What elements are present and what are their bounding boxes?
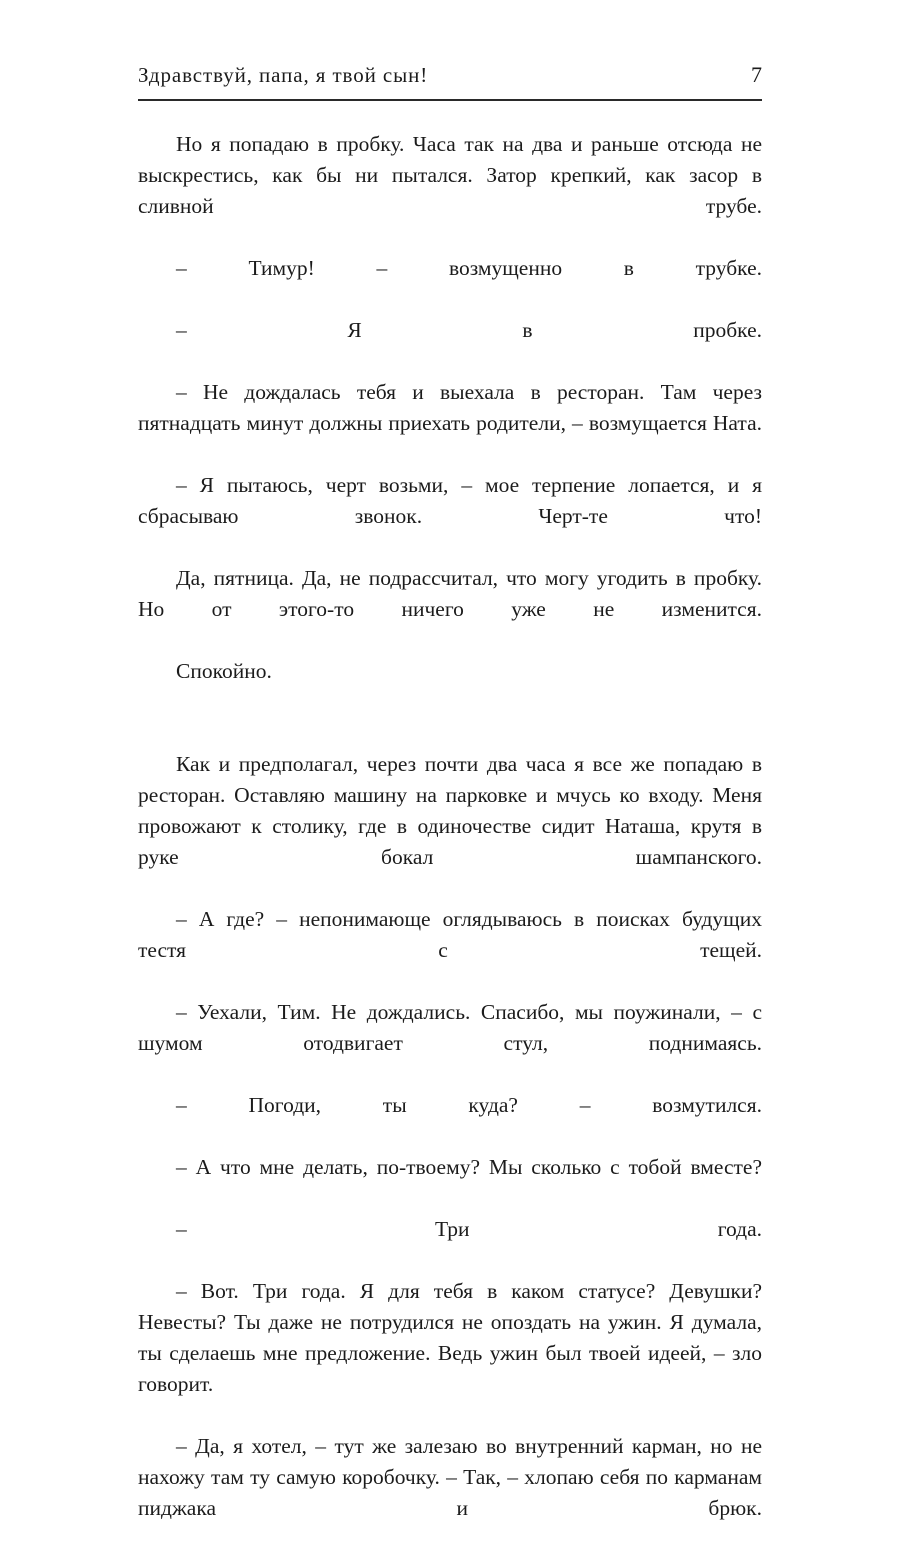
paragraph: – Уехали, Тим. Не дождались. Спасибо, мы поужинали, – с шумом отодвигает стул, поднимаясь. bbox=[138, 1000, 762, 1055]
paragraph: – А что мне делать, по-твоему? Мы сколько с тобой вместе? bbox=[176, 1155, 762, 1179]
body-text bbox=[138, 129, 762, 1555]
paragraph: – Вот. Три года. Я для тебя в каком статусе? Девушки? Невесты? Ты даже не потрудился не опоздать на ужин. Я думала, ты сделаешь мне предложение. Ведь ужин был твоей идеей, – зло говорит. bbox=[138, 1279, 762, 1396]
page-number: 7 bbox=[751, 62, 762, 87]
paragraph: – Я в пробке. bbox=[176, 318, 762, 342]
paragraph: – Не дождалась тебя и выехала в ресторан. Там через пятнадцать минут должны приехать родители, – возмущается Ната. bbox=[138, 380, 762, 435]
running-head-title: Здравствуй, папа, я твой сын! bbox=[138, 63, 429, 87]
paragraph: – Да, я хотел, – тут же залезаю во внутренний карман, но не нахожу там ту самую коробочку. – Так, – хлопаю себя по карманам пиджака и брюк. bbox=[138, 1434, 762, 1520]
running-head bbox=[138, 62, 762, 88]
paragraph: Как и предполагал, через почти два часа я все же попадаю в ресторан. Оставляю машину на парковке и мчусь ко входу. Меня провожают к столику, где в одиночестве сидит Наташа, крутя в руке бокал шампанского. bbox=[138, 752, 762, 869]
section-break bbox=[138, 718, 762, 749]
paragraph: – А где? – непонимающе оглядываюсь в поисках будущих тестя с тещей. bbox=[138, 907, 762, 962]
paragraph: Да, пятница. Да, не подрассчитал, что могу угодить в пробку. Но от этого-то ничего уже не изменится. bbox=[138, 566, 762, 621]
paragraph: – Три года. bbox=[176, 1217, 762, 1241]
paragraph: Спокойно. bbox=[176, 659, 272, 683]
paragraph: Но я попадаю в пробку. Часа так на два и раньше отсюда не выскрестись, как бы ни пытался. Затор крепкий, как засор в сливной трубе. bbox=[138, 132, 762, 218]
paragraph: – Погоди, ты куда? – возмутился. bbox=[176, 1093, 762, 1117]
paragraph: – Я пытаюсь, черт возьми, – мое терпение лопается, и я сбрасываю звонок. Черт-те что! bbox=[138, 473, 762, 528]
running-head-rule bbox=[138, 99, 762, 101]
paragraph: – Тимур! – возмущенно в трубке. bbox=[176, 256, 762, 280]
